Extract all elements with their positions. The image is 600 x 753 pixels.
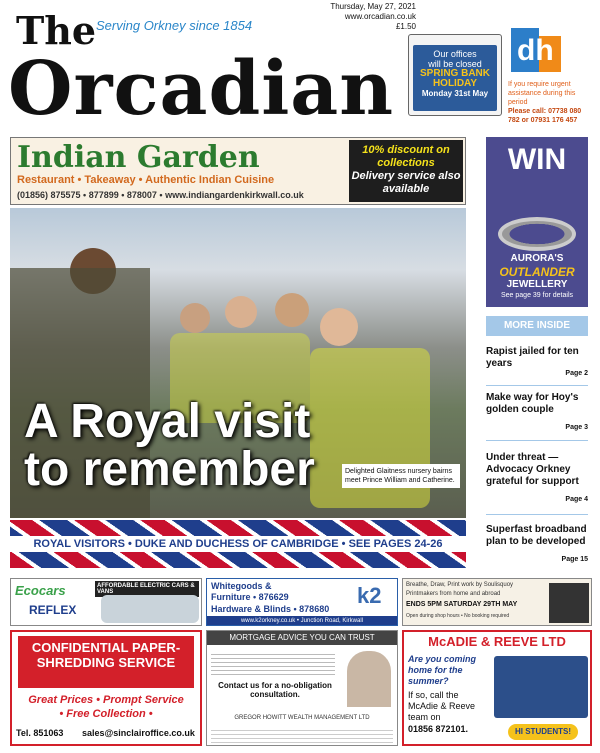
- shredding-phone: Tel. 851063: [16, 728, 64, 738]
- print-line4: Open during shop hours • No booking required: [406, 613, 510, 619]
- mcadie-title: McADIE & REEVE LTD: [428, 634, 566, 649]
- print-line3: ENDS 5PM SATURDAY 29TH MAY: [406, 601, 518, 608]
- k2-whitegoods-ad[interactable]: [206, 578, 398, 626]
- indian-garden-title: Indian Garden: [17, 140, 260, 175]
- promo-discount: 10% discount on collections: [362, 144, 450, 169]
- dh-text2: Please call: 07738 080 782 or 07931 176 457: [508, 108, 582, 124]
- sign-date: Monday 31st May: [421, 89, 489, 98]
- win-line2: OUTLANDER: [499, 265, 575, 279]
- indian-garden-promo: [349, 140, 463, 202]
- print-line1: Breathe, Draw, Print work by Soulisquoy: [406, 582, 514, 588]
- k2-line1b: Furniture • 876629: [211, 592, 289, 602]
- k2-line1: Whitegoods &: [211, 581, 272, 591]
- reflex-brand: REFLEX: [29, 603, 77, 617]
- more-inside-heading: MORE INSIDE: [486, 316, 588, 336]
- ecocars-headline: AFFORDABLE ELECTRIC CARS & VANS: [95, 581, 199, 597]
- sign-line1: Our offices: [433, 49, 477, 59]
- office-closed-sign: [408, 34, 502, 116]
- royal-banner[interactable]: [10, 520, 466, 568]
- teaser-item[interactable]: [486, 346, 588, 380]
- teaser-page: Page 3: [565, 424, 588, 431]
- teaser-title: Rapist jailed for ten years: [486, 346, 579, 369]
- main-photo[interactable]: [10, 208, 466, 518]
- hi-students-badge: HI STUDENTS!: [508, 724, 578, 740]
- dh-letters: dh: [517, 34, 554, 67]
- advisor-photo: [347, 651, 391, 707]
- masthead-tagline: Serving Orkney since 1854: [96, 18, 253, 33]
- van-image: [494, 656, 588, 718]
- indian-garden-phones: (01856) 875575 • 877899 • 878007 • www.indiangardenkirkwall.co.uk: [17, 190, 304, 200]
- mortgage-firm: GREGOR HOWITT WEALTH MANAGEMENT LTD: [234, 715, 370, 721]
- teaser-title: Superfast broadband plan to be developed: [486, 524, 587, 547]
- teaser-page: Page 4: [565, 496, 588, 503]
- dh-logo: [511, 28, 561, 72]
- mortgage-ad[interactable]: [206, 630, 398, 746]
- issue-website: www.orcadian.co.uk: [344, 12, 416, 21]
- shredding-line2: • Free Collection •: [59, 708, 153, 720]
- shredding-line1: Great Prices • Prompt Service: [28, 694, 184, 706]
- ecocars-ad[interactable]: [10, 578, 202, 626]
- k2-address: www.k2orkney.co.uk • Junction Road, Kirkwall: [207, 616, 397, 626]
- dh-text1: If you require urgent assistance during this period: [508, 81, 576, 106]
- mortgage-body-text: [211, 651, 335, 675]
- shredding-email: sales@sinclairoffice.co.uk: [82, 728, 195, 738]
- masthead-the: The: [16, 8, 97, 53]
- win-line1: AURORA'S: [510, 253, 564, 264]
- print-artwork: [549, 583, 589, 623]
- teaser-title: Under threat — Advocacy Orkney grateful for support: [486, 452, 579, 487]
- mcadie-body: If so, call the McAdie & Reeve team on: [408, 690, 476, 722]
- ecocars-brand: Ecocars: [15, 583, 66, 598]
- mortgage-contact: Contact us for a no-obligation consultation.: [218, 681, 332, 699]
- promo-delivery: Delivery service also available: [351, 170, 461, 195]
- car-image: [101, 595, 199, 623]
- dh-ad-text: [508, 80, 594, 125]
- main-headline: A Royal visit to remember: [24, 395, 315, 496]
- issue-price: £1.50: [395, 22, 416, 31]
- teaser-item[interactable]: [486, 524, 588, 564]
- bracelet-icon: [498, 217, 576, 251]
- win-line3: JEWELLERY: [506, 279, 568, 290]
- indian-garden-subtitle: Restaurant • Takeaway • Authentic Indian Cuisine: [17, 174, 275, 186]
- win-title: WIN: [507, 143, 567, 176]
- k2-logo: k2: [357, 583, 382, 608]
- teaser-item[interactable]: [486, 452, 588, 506]
- sign-highlight1: SPRING BANK: [419, 68, 490, 79]
- issue-date: Thursday, May 27, 2021: [330, 2, 416, 11]
- photo-caption: Delighted Glaitness nursery bairns meet Prince William and Catherine.: [342, 464, 460, 488]
- indian-garden-ad[interactable]: [10, 137, 466, 205]
- mcadie-reeve-ad[interactable]: [402, 630, 592, 746]
- teaser-item[interactable]: [486, 392, 588, 430]
- sign-highlight2: HOLIDAY: [432, 78, 478, 89]
- masthead-title: Orcadian: [8, 46, 395, 132]
- teaser-title: Make way for Hoy's golden couple: [486, 392, 579, 415]
- issue-info: [328, 2, 416, 32]
- win-jewellery-ad[interactable]: [486, 137, 588, 307]
- print-exhibition-ad[interactable]: [402, 578, 592, 626]
- shredding-title: CONFIDENTIAL PAPER-SHREDDING SERVICE: [18, 636, 194, 688]
- k2-line2: Hardware & Blinds • 878680: [211, 604, 330, 614]
- teaser-page: Page 15: [561, 556, 588, 563]
- mcadie-phone: 01856 872101.: [408, 724, 469, 734]
- teaser-page: Page 2: [565, 370, 588, 377]
- win-line4: See page 39 for details: [501, 292, 573, 299]
- mortgage-small-print: [211, 727, 393, 743]
- mortgage-heading: MORTGAGE ADVICE YOU CAN TRUST: [207, 631, 397, 645]
- print-line2: Printmakers from home and abroad: [406, 591, 501, 597]
- royal-banner-text: ROYAL VISITORS • DUKE AND DUCHESS OF CAMBRIDGE • SEE PAGES 24-26: [33, 538, 443, 550]
- sign-line2: will be closed: [428, 59, 482, 69]
- confidential-shredding-ad[interactable]: [10, 630, 202, 746]
- mcadie-question: Are you coming home for the summer?: [408, 654, 477, 686]
